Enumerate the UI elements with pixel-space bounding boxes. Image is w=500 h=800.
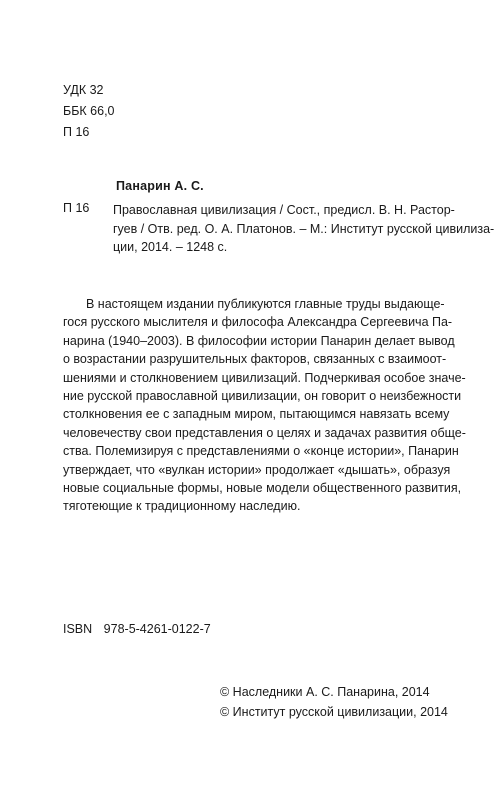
annotation-line: гося русского мыслителя и философа Александра Сергеевича Па- <box>63 315 453 330</box>
annotation-line: новые социальные формы, новые модели общественного развития, <box>63 480 462 495</box>
copyright-institute: © Институт русской цивилизации, 2014 <box>220 704 448 719</box>
bibliography-code: П 16 <box>63 201 90 215</box>
bbk-code: ББК 66,0 <box>63 104 115 118</box>
isbn-line <box>63 622 211 636</box>
annotation-line: столкновения ее с западным миром, пытающимся навязать всему <box>63 407 450 422</box>
udk-code: УДК 32 <box>63 83 104 97</box>
annotation-line: утверждает, что «вулкан истории» продолжает «дышать», образуя <box>63 462 451 477</box>
bibliography-line: гуев / Отв. ред. О. А. Платонов. – М.: Институт русской цивилиза- <box>113 221 495 236</box>
author-sign-code: П 16 <box>63 125 90 139</box>
author-heading: Панарин А. С. <box>116 179 204 193</box>
copyright-block <box>220 683 448 722</box>
bibliographic-description <box>113 201 495 257</box>
annotation-line: человечеству свои представления о целях и задачах развития обще- <box>63 425 466 440</box>
annotation-line: о возрастании разрушительных факторов, связанных с взаимоот- <box>63 352 447 367</box>
copyright-heirs: © Наследники А. С. Панарина, 2014 <box>220 685 430 699</box>
isbn-number: 978-5-4261-0122-7 <box>103 622 211 636</box>
annotation-paragraph <box>63 295 466 516</box>
annotation-line: шениями и столкновением цивилизаций. Подчеркивая особое значе- <box>63 370 466 385</box>
annotation-line: тяготеющие к традиционному наследию. <box>63 499 301 514</box>
annotation-line: нарина (1940–2003). В философии истории Панарин делает вывод <box>63 333 455 348</box>
classification-block <box>63 80 115 143</box>
annotation-line: ние русской православной цивилизации, он говорит о неизбежности <box>63 388 462 403</box>
bibliography-line: ции, 2014. – 1248 с. <box>113 240 228 255</box>
annotation-line: ства. Полемизируя с представлениями о «конце истории», Панарин <box>63 444 459 459</box>
isbn-label: ISBN <box>63 622 93 636</box>
bibliography-line: Православная цивилизация / Сост., предисл. В. Н. Растор- <box>113 203 455 217</box>
annotation-line: В настоящем издании публикуются главные труды выдающе- <box>86 297 445 311</box>
